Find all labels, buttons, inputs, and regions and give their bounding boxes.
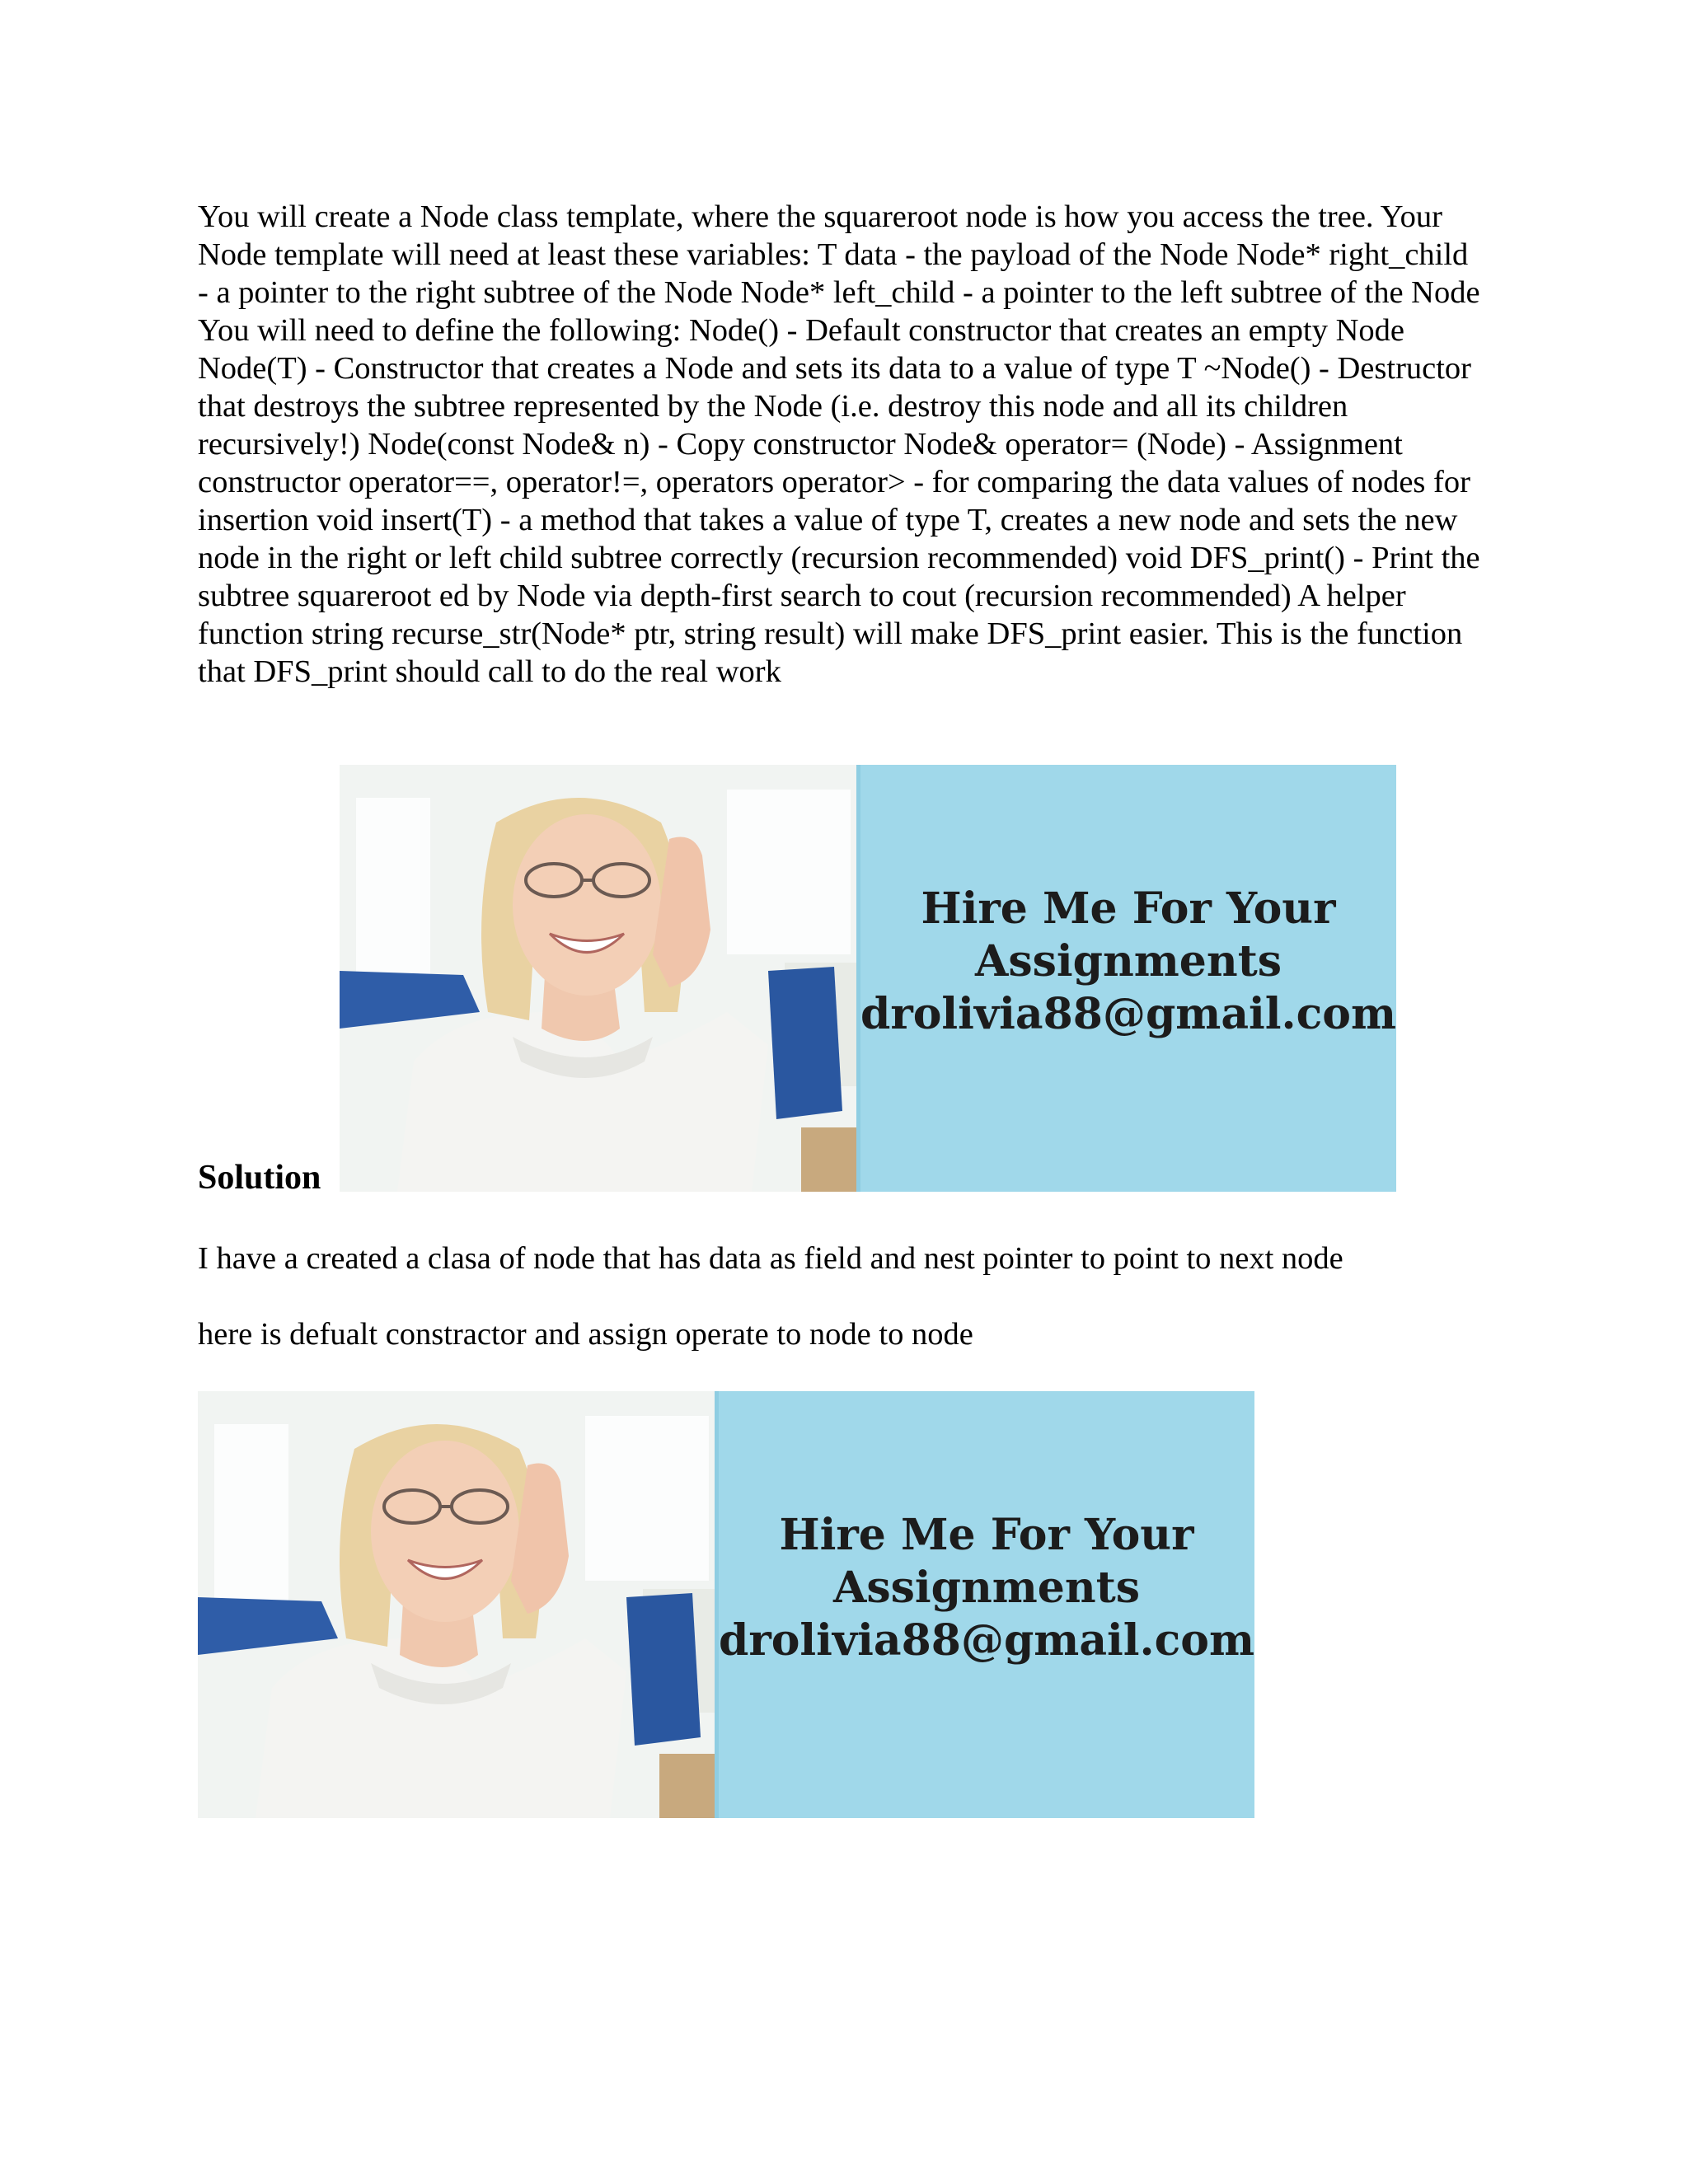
answer-line-1: I have a created a clasa of node that has data as field and nest pointer to point to next node [198, 1241, 1343, 1276]
solution-heading: Solution [198, 1159, 321, 1197]
promo-email: drolivia88@gmail.com [718, 1615, 1254, 1666]
promo-email: drolivia88@gmail.com [860, 989, 1396, 1039]
woman-illustration [340, 765, 856, 1192]
woman-photo [340, 765, 856, 1192]
promo-line-2: Assignments [974, 936, 1282, 987]
hire-me-banner-top [340, 765, 1396, 1192]
promo-line-1: Hire Me For Your [779, 1510, 1194, 1560]
answer-line-2: here is defualt constractor and assign operate to node to node [198, 1317, 973, 1352]
question-text: You will create a Node class template, where the squareroot node is how you access the tree. Your Node template will need at least these variables: T data - the payload of the Node Node* right_child - a pointer to the right subtree of the Node Node* left_child - a pointer to the left subtree of the Node You will need to define the following: Node() - Default constructor that creates an empty Node Node(T) - Constructor that creates a Node and sets its data to a value of type T ~Node() - Destructor that destroys the subtree represented by the Node (i.e. destroy this node and all its children recursively!) Node(const Node& n) - Copy constructor Node& operator= (Node) - Assignment constructor operator==, operator!=, operators operator> - for comparing the data values of nodes for insertion void insert(T) - a method that takes a value of type T, creates a new node and sets the new node in the right or left child subtree correctly (recursion recommended) void DFS_print() - Print the subtree squareroot ed by Node via depth-first search to cout (recursion recommended) A helper function string recurse_str(Node* ptr, string result) will make DFS_print easier. This is the function that DFS_print should call to do the real work [198, 199, 1480, 689]
promo-panel [715, 1391, 1254, 1818]
promo-line-2: Assignments [832, 1563, 1140, 1613]
promo-text [719, 1509, 1254, 1667]
woman-illustration [198, 1391, 715, 1818]
hire-me-banner-bottom [198, 1391, 1254, 1818]
promo-line-1: Hire Me For Your [921, 883, 1336, 934]
promo-panel [856, 765, 1396, 1192]
woman-photo [198, 1391, 715, 1818]
promo-text [860, 883, 1396, 1041]
